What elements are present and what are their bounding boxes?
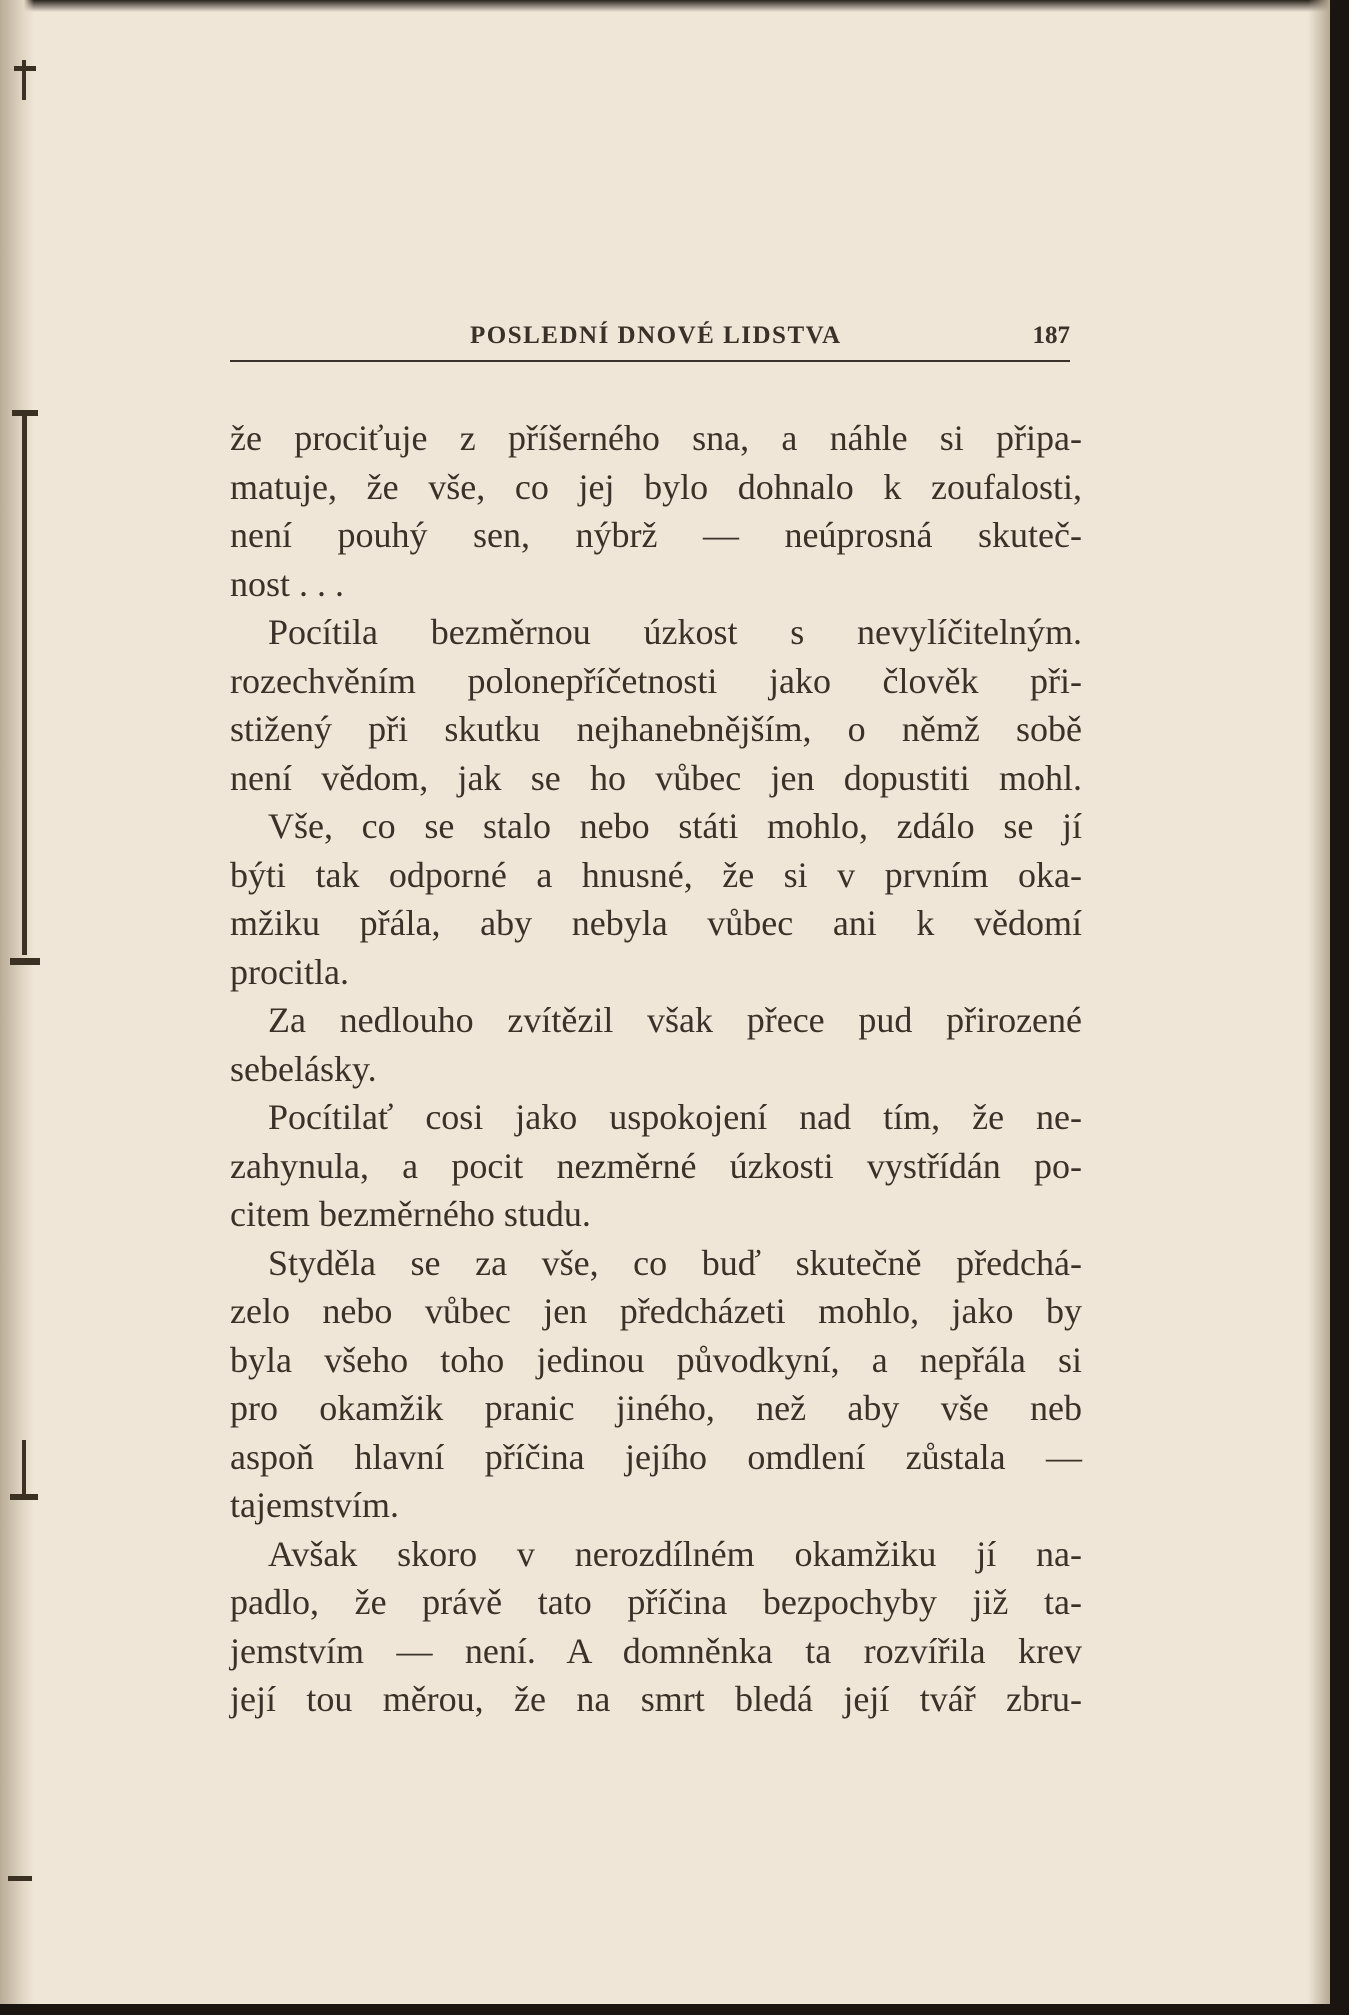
page-edge-shadow [1308, 0, 1330, 2004]
text-line: není vědom, jak se ho vůbec jen dopustiti mohl. [230, 757, 1082, 798]
text-line: mžiku přála, aby nebyla vůbec ani k vědomí [230, 903, 1082, 943]
text-line: není pouhý sen, nýbrž — neúprosná skuteč- [230, 515, 1082, 555]
text-line: nost . . . [230, 563, 345, 604]
text-line: Vše, co se stalo nebo státi mohlo, zdálo se jí [268, 806, 1082, 846]
text-line: padlo, že právě tato příčina bezpochyby již ta- [230, 1582, 1082, 1622]
text-line: Avšak skoro v nerozdílném okamžiku jí na- [268, 1533, 1082, 1574]
margin-mark [8, 1876, 32, 1881]
margin-mark [10, 958, 40, 965]
margin-mark [22, 1440, 26, 1500]
scan-top-edge [0, 0, 1330, 12]
running-header [230, 320, 1070, 362]
text-line: procitla. [230, 951, 349, 992]
text-line: Styděla se za vše, co buď skutečně předchá- [268, 1242, 1082, 1283]
text-line: stižený při skutku nejhanebnějším, o němž sobě [230, 709, 1082, 749]
page-number: 187 [1032, 322, 1070, 349]
binding-gutter [0, 0, 34, 2004]
text-line: že prociťuje z příšerného sna, a náhle si připa- [230, 418, 1082, 458]
text-line: byla všeho toho jedinou původkyní, a nepřála si [230, 1339, 1082, 1380]
text-line: Pocítilať cosi jako uspokojení nad tím, že ne- [268, 1097, 1082, 1137]
text-line: Pocítila bezměrnou úzkost s nevylíčitelným. [268, 612, 1082, 652]
text-line: zelo nebo vůbec jen předcházeti mohlo, jako by [230, 1291, 1082, 1331]
text-line: matuje, že vše, co jej bylo dohnalo k zoufalosti, [230, 466, 1082, 507]
text-line: rozechvěním polonepříčetnosti jako člověk při- [230, 660, 1082, 701]
margin-mark [22, 415, 27, 955]
text-line: citem bezměrného studu. [230, 1194, 591, 1234]
text-line: býti tak odporné a hnusné, že si v prvním oka- [230, 854, 1082, 895]
running-title: POSLEDNÍ DNOVÉ LIDSTVA [470, 322, 842, 349]
text-line: zahynula, a pocit nezměrné úzkosti vystřídán po- [230, 1145, 1082, 1186]
body-text [230, 414, 1082, 1724]
text-line: pro okamžik pranic jiného, než aby vše neb [230, 1388, 1082, 1428]
text-line: Za nedlouho zvítězil však přece pud přirozené [268, 1000, 1082, 1040]
text-line: aspoň hlavní příčina jejího omdlení zůstala — [230, 1436, 1082, 1477]
margin-mark [10, 1494, 38, 1500]
text-line: její tou měrou, že na smrt bledá její tvář zbru- [230, 1679, 1082, 1719]
text-line: jemstvím — není. A domněnka ta rozvířila krev [230, 1630, 1082, 1671]
text-line: sebelásky. [230, 1048, 377, 1089]
margin-mark [22, 60, 26, 100]
text-line: tajemstvím. [230, 1485, 399, 1525]
